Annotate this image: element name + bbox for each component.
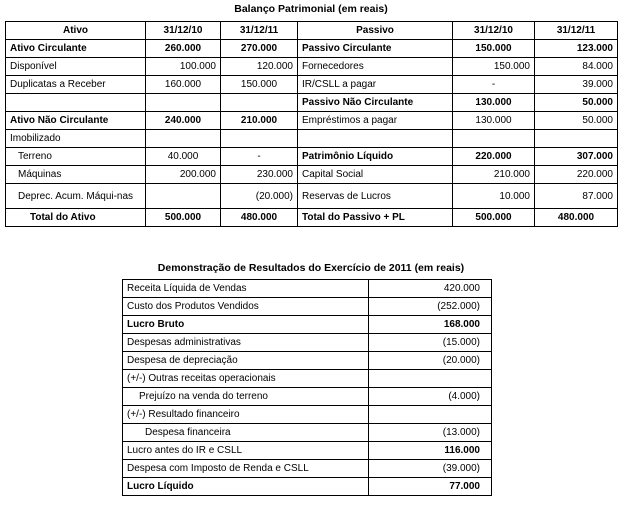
dre-label: Lucro Bruto	[123, 316, 369, 334]
ativo-label: Ativo Circulante	[6, 40, 146, 58]
passivo-2010: 150.000	[453, 40, 535, 58]
table-row	[123, 478, 492, 496]
passivo-label: Fornecedores	[298, 58, 453, 76]
ativo-2010: 100.000	[146, 58, 221, 76]
passivo-label: Passivo Não Circulante	[298, 94, 453, 112]
header-passivo-2010: 31/12/10	[453, 22, 535, 40]
passivo-label	[298, 130, 453, 148]
header-passivo-2011: 31/12/11	[535, 22, 618, 40]
ativo-2011: 210.000	[221, 112, 298, 130]
dre-value	[369, 370, 492, 388]
passivo-2010: 220.000	[453, 148, 535, 166]
dre-value: (4.000)	[369, 388, 492, 406]
dre-label: Lucro antes do IR e CSLL	[123, 442, 369, 460]
passivo-label: Passivo Circulante	[298, 40, 453, 58]
dre-label: (+/-) Outras receitas operacionais	[123, 370, 369, 388]
ativo-2011: (20.000)	[221, 184, 298, 209]
passivo-2011: 50.000	[535, 94, 618, 112]
passivo-2011: 50.000	[535, 112, 618, 130]
dre-label: Despesa de depreciação	[123, 352, 369, 370]
passivo-2010: 130.000	[453, 94, 535, 112]
ativo-2010	[146, 94, 221, 112]
ativo-label: Máquinas	[6, 166, 146, 184]
ativo-2010: 160.000	[146, 76, 221, 94]
ativo-2010: 500.000	[146, 209, 221, 227]
dre-label: Prejuízo na venda do terreno	[123, 388, 369, 406]
dre-label: Custo dos Produtos Vendidos	[123, 298, 369, 316]
table-row	[6, 94, 618, 112]
ativo-2011: 230.000	[221, 166, 298, 184]
dre-value: (13.000)	[369, 424, 492, 442]
dre-value: 420.000	[369, 280, 492, 298]
header-ativo: Ativo	[6, 22, 146, 40]
ativo-2010: 40.000	[146, 148, 221, 166]
balanco-title: Balanço Patrimonial (em reais)	[234, 3, 388, 15]
passivo-2011: 39.000	[535, 76, 618, 94]
ativo-2011: 150.000	[221, 76, 298, 94]
table-row	[6, 209, 618, 227]
passivo-2010: 150.000	[453, 58, 535, 76]
table-row	[6, 58, 618, 76]
passivo-2011: 480.000	[535, 209, 618, 227]
passivo-2010	[453, 130, 535, 148]
ativo-2010	[146, 184, 221, 209]
passivo-2010: 10.000	[453, 184, 535, 209]
ativo-label	[6, 94, 146, 112]
dre-title: Demonstração de Resultados do Exercício de 2011 (em reais)	[157, 262, 465, 274]
ativo-label: Deprec. Acum. Máqui-nas	[6, 184, 146, 209]
ativo-2011	[221, 130, 298, 148]
table-row	[123, 388, 492, 406]
passivo-2011: 84.000	[535, 58, 618, 76]
table-row	[123, 316, 492, 334]
ativo-label: Total do Ativo	[6, 209, 146, 227]
ativo-2010: 240.000	[146, 112, 221, 130]
table-row	[6, 184, 618, 209]
dre-table	[122, 279, 492, 496]
dre-label: (+/-) Resultado financeiro	[123, 406, 369, 424]
dre-value: 116.000	[369, 442, 492, 460]
header-ativo-2010: 31/12/10	[146, 22, 221, 40]
passivo-2010: 500.000	[453, 209, 535, 227]
dre-value: (15.000)	[369, 334, 492, 352]
table-row	[6, 112, 618, 130]
passivo-2010: -	[453, 76, 535, 94]
header-passivo: Passivo	[298, 22, 453, 40]
table-row	[123, 334, 492, 352]
table-row	[123, 298, 492, 316]
passivo-2010: 130.000	[453, 112, 535, 130]
table-row	[123, 460, 492, 478]
ativo-label: Duplicatas a Receber	[6, 76, 146, 94]
table-row	[123, 442, 492, 460]
ativo-2011: 270.000	[221, 40, 298, 58]
ativo-2011: 120.000	[221, 58, 298, 76]
passivo-label: Total do Passivo + PL	[298, 209, 453, 227]
dre-label: Receita Líquida de Vendas	[123, 280, 369, 298]
balanco-table	[5, 21, 618, 227]
passivo-2011	[535, 130, 618, 148]
dre-label: Lucro Líquido	[123, 478, 369, 496]
ativo-2010: 200.000	[146, 166, 221, 184]
balanco-header-row	[6, 22, 618, 40]
ativo-label: Imobilizado	[6, 130, 146, 148]
dre-label: Despesa com Imposto de Renda e CSLL	[123, 460, 369, 478]
passivo-2011: 87.000	[535, 184, 618, 209]
ativo-2011	[221, 94, 298, 112]
dre-value: (39.000)	[369, 460, 492, 478]
dre-value: 168.000	[369, 316, 492, 334]
ativo-2011: 480.000	[221, 209, 298, 227]
ativo-2010: 260.000	[146, 40, 221, 58]
table-row	[6, 76, 618, 94]
table-row	[6, 148, 618, 166]
ativo-label: Terreno	[6, 148, 146, 166]
dre-value: 77.000	[369, 478, 492, 496]
dre-value	[369, 406, 492, 424]
dre-value: (252.000)	[369, 298, 492, 316]
passivo-label: Capital Social	[298, 166, 453, 184]
passivo-2010: 210.000	[453, 166, 535, 184]
table-row	[123, 406, 492, 424]
table-row	[123, 424, 492, 442]
passivo-label: Reservas de Lucros	[298, 184, 453, 209]
dre-value: (20.000)	[369, 352, 492, 370]
table-row	[123, 352, 492, 370]
dre-label: Despesa financeira	[123, 424, 369, 442]
passivo-label: Empréstimos a pagar	[298, 112, 453, 130]
ativo-label: Ativo Não Circulante	[6, 112, 146, 130]
dre-label: Despesas administrativas	[123, 334, 369, 352]
ativo-2011: -	[221, 148, 298, 166]
passivo-2011: 123.000	[535, 40, 618, 58]
ativo-label: Disponível	[6, 58, 146, 76]
table-row	[6, 40, 618, 58]
table-row	[6, 166, 618, 184]
table-row	[123, 370, 492, 388]
passivo-label: Patrimônio Líquido	[298, 148, 453, 166]
passivo-label: IR/CSLL a pagar	[298, 76, 453, 94]
passivo-2011: 307.000	[535, 148, 618, 166]
table-row	[123, 280, 492, 298]
table-row	[6, 130, 618, 148]
ativo-2010	[146, 130, 221, 148]
header-ativo-2011: 31/12/11	[221, 22, 298, 40]
passivo-2011: 220.000	[535, 166, 618, 184]
